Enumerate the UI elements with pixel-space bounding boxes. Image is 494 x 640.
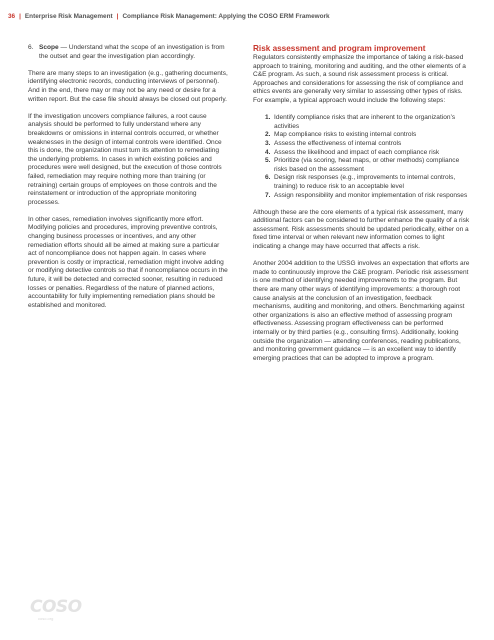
item-body <box>39 44 228 61</box>
step-text: Assign responsibility and monitor implementation of risk responses <box>274 191 468 199</box>
list-item <box>265 114 471 131</box>
paragraph: Although these are the core elements of a typical risk assessment, many additional factors can be considered to further enhance the quality of a risk assessment. Risk assessments should be updated periodically, either on a fixed time interval or when relevant new information comes to light indicating a change may have occurred that affects a risk. <box>253 208 470 251</box>
logo-url: coso.org <box>38 616 54 621</box>
item-number: 6. <box>28 44 34 51</box>
paragraph: Another 2004 addition to the USSG involves an expectation that efforts are made to continuously improve the C&E program. Periodic risk assessment is one method of identifying needed improvements to the program. But there are many other ways of identifying improvements: a thorough root cause analysis at the conclusion of an investigation, feedback mechanisms, auditing and monitoring, and others. Benchmarking against other organizations is also an effective method of assessing program effectiveness. Assessing program effectiveness can be performed internally or by third parties (e.g., consulting firms). Additionally, looking outside the organization — attending conferences, reading publications, and monitoring government guidance — is an excellent way to identify emerging practices that can be adopted to improve a program. <box>253 260 470 362</box>
right-column <box>253 44 471 372</box>
paragraph: Regulators consistently emphasize the importance of taking a risk-based approach to training, monitoring and auditing, and the other elements of a C&E program. As such, a sound risk assessment process is critical. Approaches and considerations for assessing the risk of compliance and ethics events are generally very similar to assessing other types of risks. For example, a typical approach would include the following steps: <box>253 54 466 104</box>
list-item <box>265 174 471 191</box>
step-text: Design risk responses (e.g., improvements to internal controls, training) to reduce risk to an acceptable level <box>274 174 456 190</box>
steps-list <box>253 114 471 200</box>
step-number: 6. <box>265 174 271 182</box>
page-number: 36 <box>8 13 16 20</box>
step-number: 7. <box>265 191 271 199</box>
header-separator: | <box>116 13 119 20</box>
step-text: Assess the effectiveness of internal controls <box>274 139 402 147</box>
page-header <box>8 13 484 20</box>
list-item <box>265 131 471 140</box>
step-number: 1. <box>265 114 271 122</box>
list-item <box>265 157 471 174</box>
step-text: Identify compliance risks that are inherent to the organization’s activities <box>274 114 456 130</box>
list-item <box>265 140 471 149</box>
header-title: Enterprise Risk Management <box>24 13 113 20</box>
step-text: Prioritize (via scoring, heat maps, or other methods) compliance risks based on the assessment <box>274 157 460 173</box>
step-text: Assess the likelihood and impact of each compliance risk <box>274 148 440 156</box>
header-subtitle: Compliance Risk Management: Applying the COSO ERM Framework <box>122 13 330 20</box>
header-separator: | <box>19 13 21 20</box>
list-item <box>265 149 471 158</box>
list-item <box>265 192 471 201</box>
item-label: Scope <box>39 44 59 51</box>
left-column <box>28 44 228 319</box>
coso-logo <box>30 598 80 623</box>
step-number: 2. <box>265 131 271 139</box>
step-text: Map compliance risks to existing internal controls <box>274 131 417 139</box>
step-number: 5. <box>265 157 271 165</box>
paragraph: In other cases, remediation involves significantly more effort. Modifying policies and procedures, improving preventive controls, changing business processes or incentives, and any other remediation efforts should all be aimed at making sure a particular act of noncompliance does not happen again. In cases where prevention is costly or impractical, remediation might involve adding or modifying detective controls so that if noncompliance occurs in the future, it will be detected and corrected sooner, resulting in reduced losses or penalties. Regardless of the nature of planned actions, accountability for fully implementing remediation plans should be established and monitored. <box>28 215 228 309</box>
section-heading: Risk assessment and program improvement <box>253 44 426 53</box>
logo-wordmark: COSO <box>30 597 82 617</box>
paragraph: If the investigation uncovers compliance failures, a root cause analysis should be performed to fully understand where any breakdowns or omissions in internal controls occurred, or whether weaknesses in the design of internal controls were identified. Once this is done, the organization must turn its attention to remediating the underlying problems. In cases in which existing policies and procedures were well designed, but the execution of those controls failed, remediation may require nothing more than training (or retraining) certain groups of employees on those controls and the reinstatement or introduction of the appropriate monitoring processes. <box>28 112 222 206</box>
paragraph: There are many steps to an investigation (e.g., gathering documents, identifying electronic records, conducting interviews of personnel). And in the end, there may or may not be any need or desire for a written report. But the case file should always be closed out properly. <box>28 69 228 103</box>
step-number: 3. <box>265 139 271 147</box>
step-number: 4. <box>265 148 271 156</box>
list-item-scope <box>28 44 228 61</box>
item-text: — Understand what the scope of an investigation is from the outset and gear the investigation plan accordingly. <box>39 44 225 60</box>
